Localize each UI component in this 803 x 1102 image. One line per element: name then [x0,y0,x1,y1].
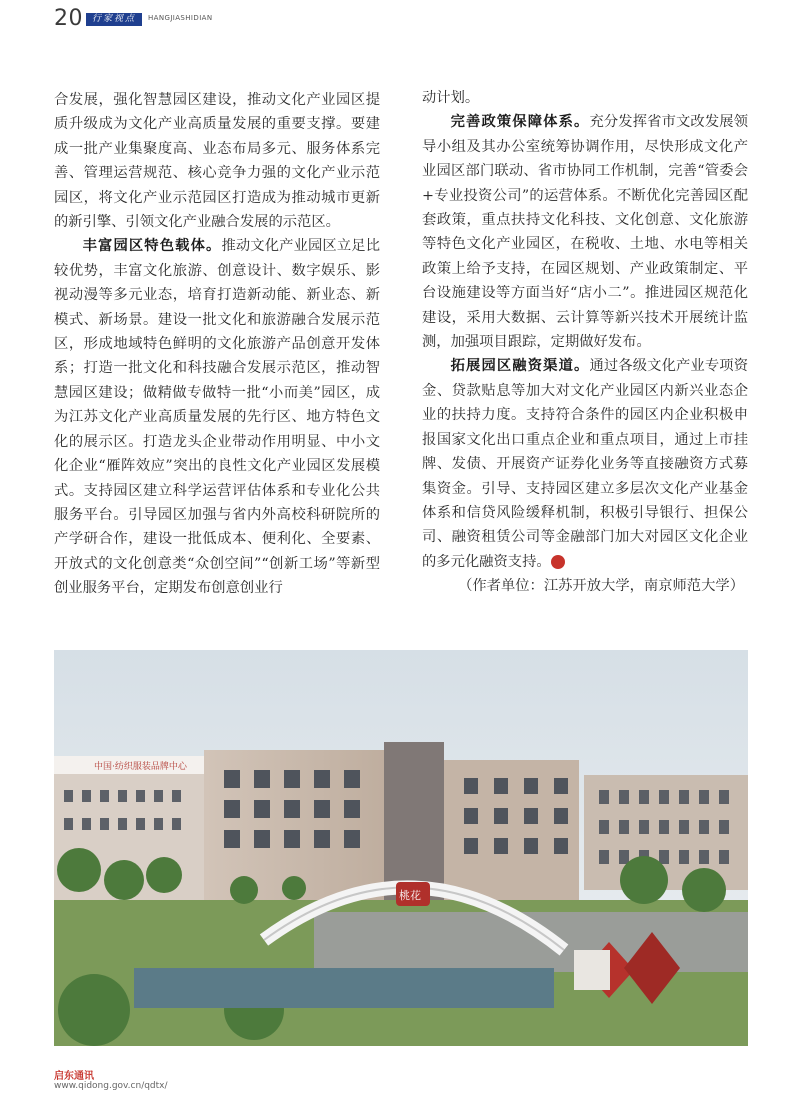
gate-sign: 桃花 [399,889,421,902]
section-tag: 行家视点 [86,13,142,26]
page-number: 20 [54,6,83,31]
right-paragraph-0: 动计划。 [422,90,480,106]
right-column [422,86,748,599]
rooftop-sign: 中国·纺织服装品牌中心 [94,762,187,772]
section-heading-financing: 拓展园区融资渠道。 [450,358,590,375]
left-paragraph-2-body: 推动文化产业园区立足比较优势，丰富文化旅游、创意设计、数字娱乐、影视动漫等多元业态，培育打造新动能、新业态、新模式、新场景。建设一批文化和旅游融合发展示范区，形成地域特色鲜明的文化旅游产品创意开发体系；打造一批文化和科技融合发展示范区，推动智慧园区建设；做精做专做特一批“小而美”园区，成为江苏文化产业高质量发展的先行区、地方特色文化的展示区。打造龙头企业带动作用明显、中小文化企业“雁阵效应”突出的良性文化产业园区发展模式。支持园区建立科学运营评估体系和专业化公共服务平台。引导园区加强与省内外高校科研院所的产学研合作，建设一批低成本、便利化、全要素、开放式的文化创意类“众创空间”“创新工场”等新型创业服务平台，定期发布创意创业行 [54,238,381,597]
left-paragraph-2 [54,234,380,600]
left-column [54,88,380,601]
left-paragraph-1: 合发展，强化智慧园区建设，推动文化产业园区提质升级成为文化产业高质量发展的重要支撑。要建成一批产业集聚度高、业态布局多元、服务体系完善、管理运营规范、核心竞争力强的文化产业示范园区，将文化产业示范园区打造成为推动城市更新的新引擎、引领文化产业融合发展的示范区。 [54,92,380,231]
end-mark-icon: 启 [551,555,565,569]
section-heading-policy: 完善政策保障体系。 [450,114,590,131]
footer-url[interactable]: www.qidong.gov.cn/qdtx/ [54,1081,168,1091]
right-paragraph-1 [422,110,748,354]
right-paragraph-2 [422,354,748,574]
industrial-park-photo [54,650,748,1046]
footer-brand: 启东通讯 [54,1071,94,1082]
section-pinyin: HANGJIASHIDIAN [148,14,213,22]
right-paragraph-1-body: 充分发挥省市文改发展领导小组及其办公室统筹协调作用，尽快形成文化产业园区部门联动、省市协同工作机制，完善“管委会+专业投资公司”的运营体系。不断优化完善园区配套政策，重点扶持文化科技、文化创意、文化旅游等特色文化产业园区，在税收、土地、水电等相关政策上给予支持，在园区规划、产业政策制定、平台设施建设等方面当好“店小二”。推进园区规范化建设，采用大数据、云计算等新兴技术开展统计监测，加强项目跟踪，定期做好发布。 [422,114,749,351]
right-paragraph-2-body: 通过各级文化产业专项资金、贷款贴息等加大对文化产业园区内新兴业态企业的扶持力度。支持符合条件的园区内企业积极申报国家文化出口重点企业和重点项目，通过上市挂牌、发债、开展资产证券化业务等直接融资方式募集资金。引导、支持园区建立多层次文化产业基金体系和信贷风险缓释机制，积极引导银行、担保公司、融资租赁公司等金融部门加大对园区文化企业的多元化融资支持。 [422,358,749,570]
author-affiliation: （作者单位：江苏开放大学，南京师范大学） [458,578,744,595]
section-heading-carriers: 丰富园区特色载体。 [82,238,222,255]
